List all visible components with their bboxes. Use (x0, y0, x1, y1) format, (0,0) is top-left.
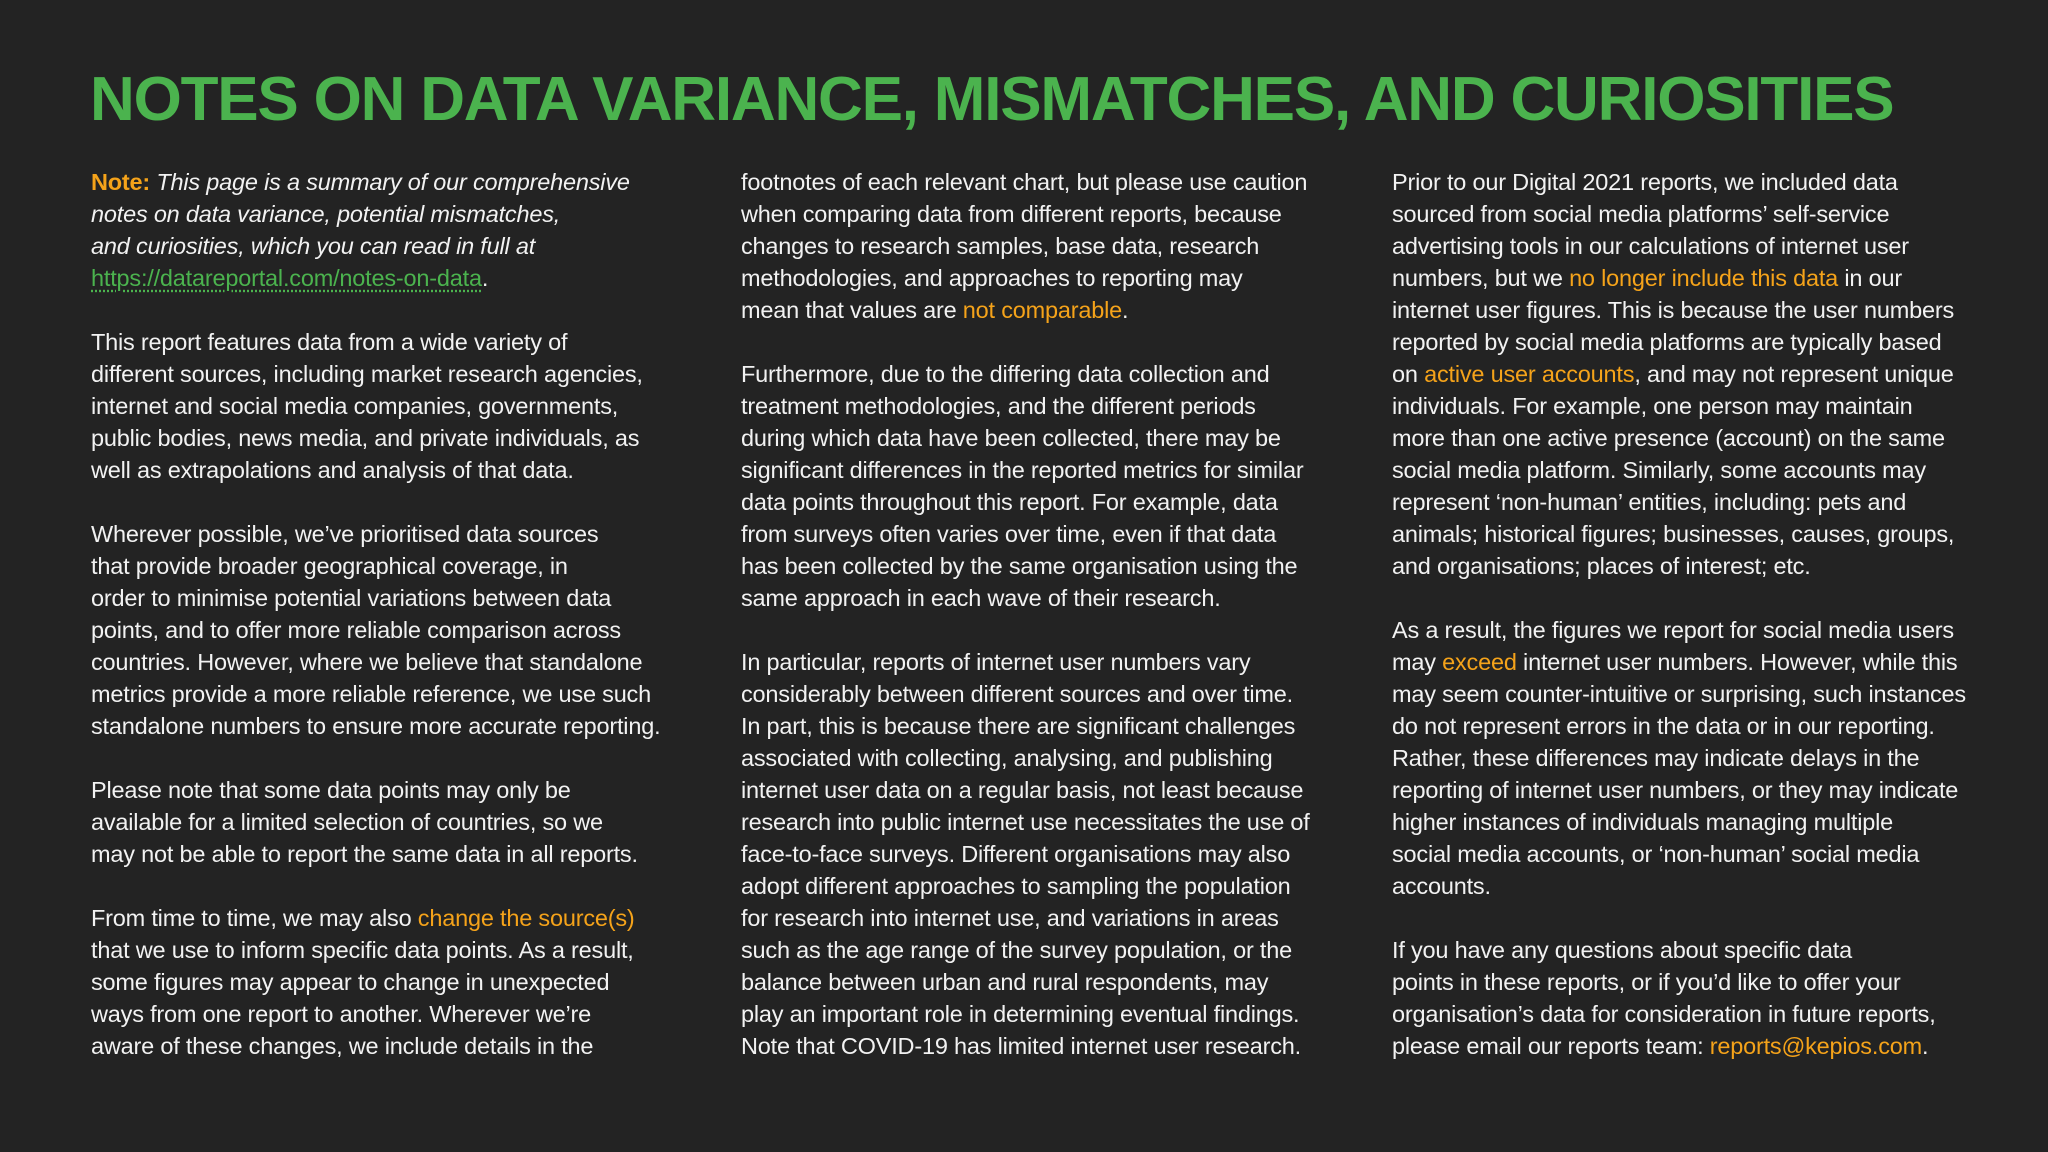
text: . (481, 265, 489, 291)
note-paragraph (91, 166, 681, 294)
note-text: This page is a summary of our comprehensive (150, 169, 630, 195)
text-line: play an important role in determining eventual findings. (741, 1001, 1300, 1027)
notes-on-data-link[interactable]: https://datareportal.com/notes-on-data (91, 265, 482, 291)
paragraph-internet-users (741, 646, 1331, 1062)
column-left (91, 166, 681, 1094)
text-line: internet user figures. This is because the user numbers (1392, 297, 1954, 323)
text-line: that provide broader geographical coverage, in (91, 553, 568, 579)
highlight-change-source[interactable]: change the source(s) (417, 905, 635, 931)
text-line: internet and social media companies, governments, (91, 393, 619, 419)
text-line: sourced from social media platforms’ self-service (1392, 201, 1890, 227)
text-line: From time to time, we may also (91, 905, 418, 931)
paragraph-digital-2021 (1392, 166, 1982, 582)
text-line: metrics provide a more reliable reference, we use such (91, 681, 651, 707)
text-line: ways from one report to another. Wherever we’re (91, 1001, 591, 1027)
text-line: mean that values are (741, 297, 963, 323)
text-line: Please note that some data points may only be (91, 777, 571, 803)
text-line: order to minimise potential variations between data (91, 585, 612, 611)
text-line: treatment methodologies, and the different periods (741, 393, 1256, 419)
highlight-exceed[interactable]: exceed (1442, 649, 1517, 675)
text-line: available for a limited selection of countries, so we (91, 809, 603, 835)
text-line: points in these reports, or if you’d like to offer your (1392, 969, 1901, 995)
text-line: advertising tools in our calculations of internet user (1392, 233, 1909, 259)
text-line: organisation’s data for consideration in future reports, (1392, 1001, 1936, 1027)
text-line: same approach in each wave of their research. (741, 585, 1221, 611)
text-line: do not represent errors in the data or in our reporting. (1392, 713, 1935, 739)
text-line: Note that COVID-19 has limited internet user research. (741, 1033, 1301, 1059)
text-line: animals; historical figures; businesses, causes, groups, (1392, 521, 1955, 547)
note-text: notes on data variance, potential mismatches, (91, 201, 561, 227)
text-line: individuals. For example, one person may maintain (1392, 393, 1913, 419)
note-text: and curiosities, which you can read in full at (91, 233, 536, 259)
text-line: Rather, these differences may indicate delays in the (1392, 745, 1920, 771)
text-line: reported by social media platforms are typically based (1392, 329, 1942, 355)
text-line: has been collected by the same organisation using the (741, 553, 1298, 579)
text: . (1921, 1033, 1929, 1059)
text-line: such as the age range of the survey population, or the (741, 937, 1292, 963)
paragraph-footnotes (741, 166, 1331, 326)
page-title: NOTES ON DATA VARIANCE, MISMATCHES, AND CURIOSITIES (90, 65, 1894, 134)
highlight-not-comparable[interactable]: not comparable (962, 297, 1122, 323)
text-line: well as extrapolations and analysis of that data. (91, 457, 574, 483)
text-line: and organisations; places of interest; etc. (1392, 553, 1811, 579)
text-line: different sources, including market research agencies, (91, 361, 643, 387)
text-line: from surveys often varies over time, even if that data (741, 521, 1277, 547)
text-line: represent ‘non-human’ entities, including: pets and (1392, 489, 1907, 515)
text-line: that we use to inform specific data points. As a result, (91, 937, 634, 963)
text-line: more than one active presence (account) on the same (1392, 425, 1945, 451)
text-line: adopt different approaches to sampling the population (741, 873, 1291, 899)
text-line: methodologies, and approaches to reporting may (741, 265, 1243, 291)
paragraph-sources (91, 326, 681, 486)
text-line: Prior to our Digital 2021 reports, we included data (1392, 169, 1898, 195)
text-line: considerably between different sources and over time. (741, 681, 1293, 707)
text: , and may not represent unique (1634, 361, 1954, 387)
highlight-active-user-accounts[interactable]: active user accounts (1424, 361, 1635, 387)
text-line: If you have any questions about specific data (1392, 937, 1853, 963)
text-line: This report features data from a wide variety of (91, 329, 568, 355)
text-line: points, and to offer more reliable comparison across (91, 617, 621, 643)
text-line: please email our reports team: (1392, 1033, 1710, 1059)
text-line: aware of these changes, we include details in the (91, 1033, 594, 1059)
paragraph-change-source (91, 902, 681, 1062)
paragraph-questions (1392, 934, 1982, 1062)
text-line: data points throughout this report. For example, data (741, 489, 1278, 515)
column-right (1392, 166, 1982, 1094)
text: . (1121, 297, 1129, 323)
text-line: significant differences in the reported metrics for similar (741, 457, 1304, 483)
text-line: social media platform. Similarly, some accounts may (1392, 457, 1926, 483)
text-line: when comparing data from different reports, because (741, 201, 1282, 227)
text-line: balance between urban and rural respondents, may (741, 969, 1269, 995)
text-line: social media accounts, or ‘non-human’ social media (1392, 841, 1920, 867)
text-line: some figures may appear to change in unexpected (91, 969, 610, 995)
text-line: changes to research samples, base data, research (741, 233, 1260, 259)
paragraph-limited-selection (91, 774, 681, 870)
text-line: Furthermore, due to the differing data collection and (741, 361, 1270, 387)
text: internet user numbers. However, while this (1516, 649, 1958, 675)
text-line: In part, this is because there are significant challenges (741, 713, 1296, 739)
paragraph-as-a-result (1392, 614, 1982, 902)
text-line: may not be able to report the same data in all reports. (91, 841, 638, 867)
text-line: Wherever possible, we’ve prioritised data sources (91, 521, 599, 547)
paragraph-prioritised (91, 518, 681, 742)
paragraph-methodologies (741, 358, 1331, 614)
text: in our (1838, 265, 1902, 291)
text-line: on (1392, 361, 1425, 387)
text-line: standalone numbers to ensure more accurate reporting. (91, 713, 661, 739)
text-line: accounts. (1392, 873, 1491, 899)
text-line: numbers, but we (1392, 265, 1570, 291)
text-line: footnotes of each relevant chart, but please use caution (741, 169, 1308, 195)
column-middle (741, 166, 1331, 1094)
text-line: for research into internet use, and variations in areas (741, 905, 1279, 931)
text-line: during which data have been collected, there may be (741, 425, 1281, 451)
text-line: internet user data on a regular basis, not least because (741, 777, 1304, 803)
text-line: reporting of internet user numbers, or they may indicate (1392, 777, 1959, 803)
text-line: higher instances of individuals managing multiple (1392, 809, 1893, 835)
text-line: In particular, reports of internet user numbers vary (741, 649, 1251, 675)
text-line: As a result, the figures we report for social media users (1392, 617, 1954, 643)
text-line: research into public internet use necessitates the use of (741, 809, 1310, 835)
text-line: may seem counter-intuitive or surprising, such instances (1392, 681, 1966, 707)
text-line: may (1392, 649, 1443, 675)
text-line: face-to-face surveys. Different organisations may also (741, 841, 1291, 867)
text-line: countries. However, where we believe that standalone (91, 649, 643, 675)
note-label: Note: (91, 169, 151, 195)
email-link[interactable]: reports@kepios.com (1709, 1033, 1922, 1059)
text-line: associated with collecting, analysing, and publishing (741, 745, 1273, 771)
text-line: public bodies, news media, and private individuals, as (91, 425, 640, 451)
highlight-no-longer-include[interactable]: no longer include this data (1569, 265, 1839, 291)
